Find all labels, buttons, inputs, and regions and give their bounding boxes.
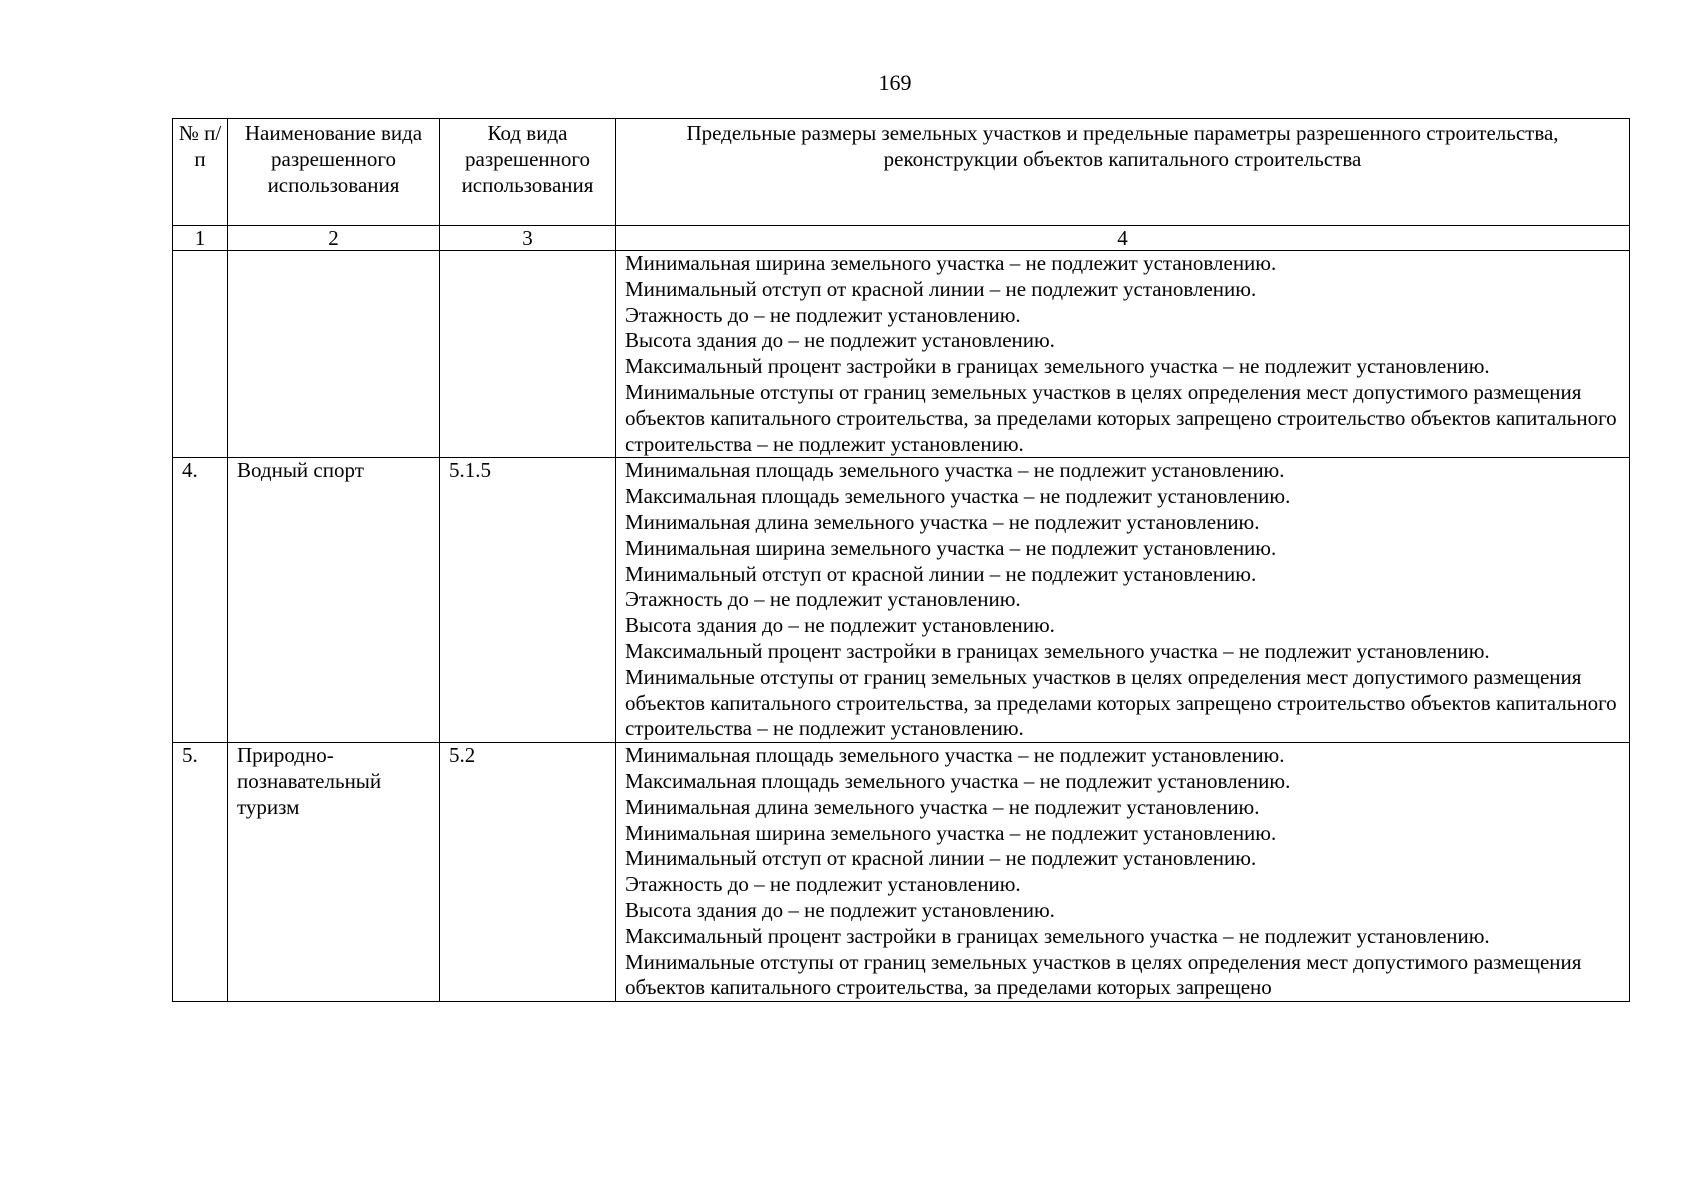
- table-row: [173, 251, 1630, 458]
- table-body: [173, 251, 1630, 1002]
- header-parameters: Предельные размеры земельных участков и предельные параметры разрешенного строительства, реконструкции объектов капитального строительства: [616, 119, 1630, 226]
- column-number: 3: [440, 226, 616, 251]
- row-number: 4.: [173, 458, 228, 743]
- parameter-line: Минимальные отступы от границ земельных участков в целях определения мест допустимого размещения объектов капитального строительства, за пределами которых запрещено строительство объектов капитального строительства – не подлежит установлению.: [625, 664, 1617, 741]
- header-number: № п/п: [173, 119, 228, 226]
- parameter-line: Минимальная длина земельного участка – не подлежит установлению.: [625, 509, 1260, 534]
- regulations-table: [172, 118, 1630, 1002]
- header-use-code: Код вида разрешенного использования: [440, 119, 616, 226]
- parameter-line: Минимальный отступ от красной линии – не подлежит установлению.: [625, 276, 1257, 301]
- header-use-name: Наименование вида разрешенного использования: [228, 119, 440, 226]
- parameter-line: Минимальный отступ от красной линии – не подлежит установлению.: [625, 846, 1257, 871]
- parameter-line: Этажность до – не подлежит установлению.: [625, 587, 1021, 612]
- use-code: 5.1.5: [440, 458, 616, 743]
- parameter-line: Минимальная длина земельного участка – не подлежит установлению.: [625, 794, 1260, 819]
- use-name: Природно-познавательный туризм: [228, 743, 440, 1002]
- parameter-line: Минимальная площадь земельного участка – не подлежит установлению.: [625, 458, 1285, 483]
- column-number: 4: [616, 226, 1630, 251]
- use-name: [228, 251, 440, 458]
- parameter-line: Максимальный процент застройки в границах земельного участка – не подлежит установлению.: [625, 923, 1490, 948]
- parameter-line: Максимальный процент застройки в границах земельного участка – не подлежит установлению.: [625, 354, 1490, 379]
- use-name: Водный спорт: [228, 458, 440, 743]
- parameter-line: Минимальная площадь земельного участка – не подлежит установлению.: [625, 743, 1285, 768]
- column-number: 1: [173, 226, 228, 251]
- parameter-line: Максимальная площадь земельного участка – не подлежит установлению.: [625, 484, 1291, 509]
- table-row: [173, 458, 1630, 743]
- parameter-line: Высота здания до – не подлежит установлению.: [625, 328, 1055, 353]
- parameter-line: Этажность до – не подлежит установлению.: [625, 302, 1021, 327]
- parameter-line: Минимальная ширина земельного участка – не подлежит установлению.: [625, 820, 1277, 845]
- parameters-cell: [616, 743, 1630, 1002]
- row-number: [173, 251, 228, 458]
- parameter-line: Этажность до – не подлежит установлению.: [625, 872, 1021, 897]
- parameter-line: Высота здания до – не подлежит установлению.: [625, 613, 1055, 638]
- column-number: 2: [228, 226, 440, 251]
- parameter-line: Минимальные отступы от границ земельных участков в целях определения мест допустимого размещения объектов капитального строительства, за пределами которых запрещено: [625, 949, 1582, 1000]
- parameter-line: Максимальная площадь земельного участка – не подлежит установлению.: [625, 768, 1291, 793]
- use-code: [440, 251, 616, 458]
- parameter-line: Минимальная ширина земельного участка – не подлежит установлению.: [625, 251, 1277, 275]
- parameter-line: Максимальный процент застройки в границах земельного участка – не подлежит установлению.: [625, 638, 1490, 663]
- parameter-line: Высота здания до – не подлежит установлению.: [625, 897, 1055, 922]
- page-number: 169: [878, 70, 912, 95]
- parameter-line: Минимальная ширина земельного участка – не подлежит установлению.: [625, 535, 1277, 560]
- table-header-row: [173, 119, 1630, 226]
- table-row: [173, 743, 1630, 1002]
- row-number: 5.: [173, 743, 228, 1002]
- parameters-cell: [616, 458, 1630, 743]
- use-code: 5.2: [440, 743, 616, 1002]
- parameter-line: Минимальный отступ от красной линии – не подлежит установлению.: [625, 561, 1257, 586]
- parameters-cell: [616, 251, 1630, 458]
- column-number-row: [173, 226, 1630, 251]
- parameter-line: Минимальные отступы от границ земельных участков в целях определения мест допустимого размещения объектов капитального строительства, за пределами которых запрещено строительство объектов капитального строительства – не подлежит установлению.: [625, 379, 1617, 456]
